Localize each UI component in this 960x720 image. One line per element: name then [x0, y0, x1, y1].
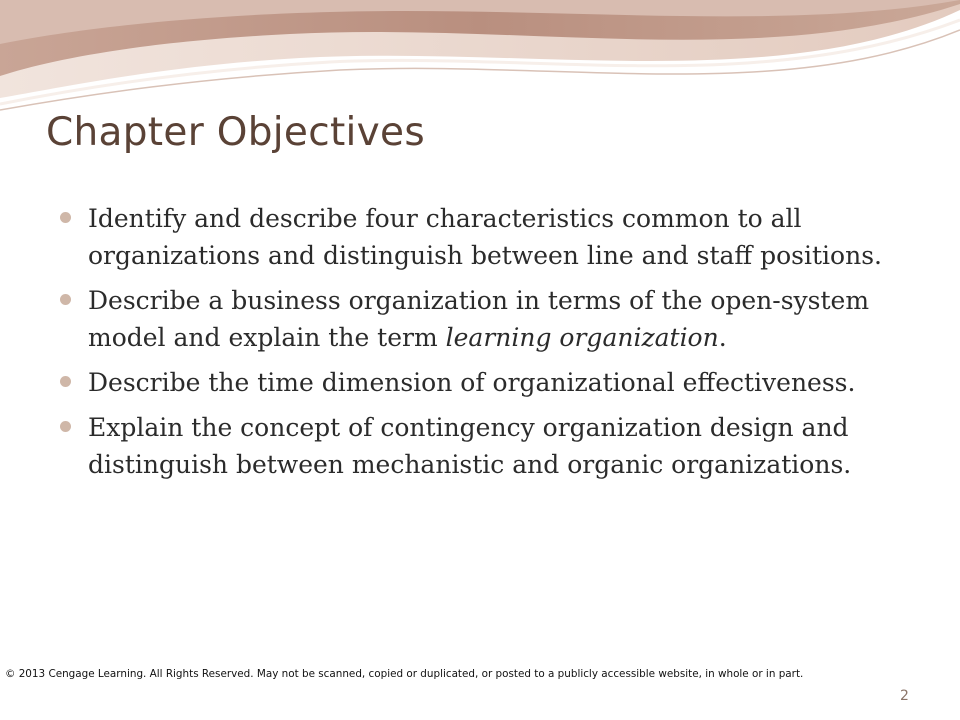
- objective-bullet: [58, 200, 898, 274]
- bullet-text: Describe the time dimension of organizational effectiveness.: [88, 368, 856, 397]
- emphasized-term: learning organization: [445, 323, 719, 352]
- bullet-dot-icon: [60, 294, 71, 305]
- objective-bullet: [58, 409, 898, 483]
- objective-bullet: [58, 282, 898, 356]
- bullet-dot-icon: [60, 376, 71, 387]
- bullet-text: Identify and describe four characteristics common to all organizations and distinguish between line and staff positions.: [88, 204, 882, 270]
- objectives-list: [58, 200, 898, 491]
- bullet-dot-icon: [60, 212, 71, 223]
- bullet-text: Describe a business organization in terms of the open-system model and explain the term learning organization.: [88, 286, 870, 352]
- bullet-dot-icon: [60, 421, 71, 432]
- slide-title: Chapter Objectives: [46, 110, 425, 155]
- copyright-notice: © 2013 Cengage Learning. All Rights Reserved. May not be scanned, copied or duplicated, or posted to a publicly accessible website, in whole or in part.: [5, 668, 804, 680]
- header-wave-decoration: [0, 0, 960, 120]
- objective-bullet: [58, 364, 898, 401]
- bullet-text: Explain the concept of contingency organization design and distinguish between mechanistic and organic organizations.: [88, 413, 852, 479]
- slide-number: 2: [900, 688, 909, 704]
